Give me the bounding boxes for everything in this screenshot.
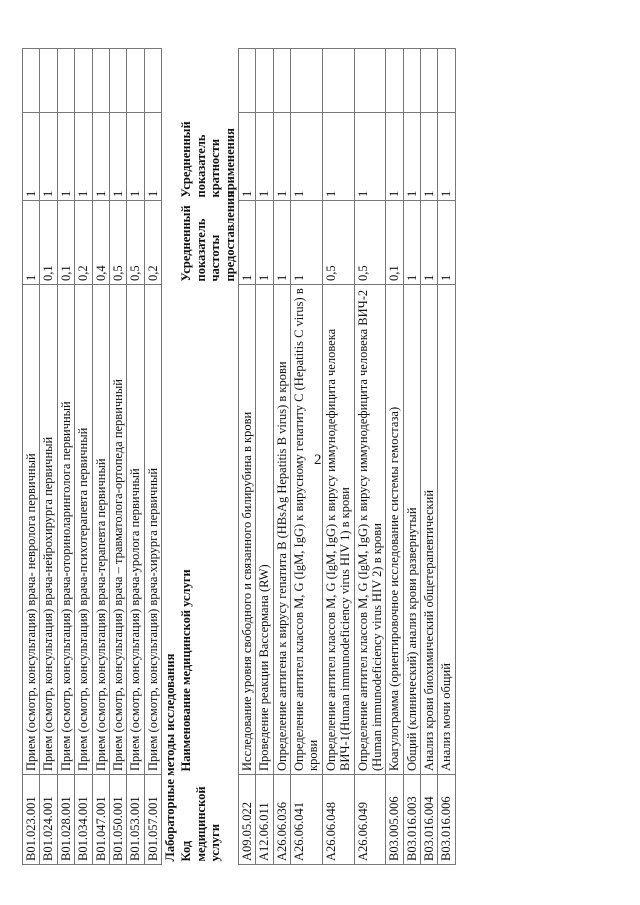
table-row <box>273 49 290 865</box>
header-mult: Усредненный показатель кратности применения <box>179 121 237 198</box>
table-row <box>127 49 144 865</box>
frequency-value: 0,1 <box>57 201 74 285</box>
service-code: B03.005.006 <box>386 775 403 865</box>
consultations-table <box>23 49 162 865</box>
table-row <box>23 49 40 865</box>
table-row <box>92 49 109 865</box>
table-row <box>40 49 57 865</box>
service-code: B03.016.004 <box>421 775 438 865</box>
rotated-page <box>22 25 622 865</box>
table-row <box>75 49 92 865</box>
service-code: B01.024.001 <box>40 775 57 865</box>
service-name: Определение антигена к вирусу гепатита B (HBsAg Hepatitis B virus) в крови <box>273 285 290 775</box>
service-code: B03.016.003 <box>403 775 420 865</box>
service-name: Прием (осмотр, консультация) врача- невролога первичный <box>23 285 40 775</box>
frequency-value: 0,5 <box>354 201 386 285</box>
frequency-value: 0,5 <box>127 201 144 285</box>
lab-table <box>238 49 455 865</box>
service-code: B01.053.001 <box>127 775 144 865</box>
table-row <box>291 49 323 865</box>
table-row <box>438 49 455 865</box>
frequency-value: 0,1 <box>40 201 57 285</box>
frequency-value: 1 <box>23 201 40 285</box>
service-code: B01.050.001 <box>109 775 126 865</box>
service-code: A26.06.041 <box>291 775 323 865</box>
service-name: Анализ мочи общий <box>438 285 455 775</box>
header-row <box>178 49 238 865</box>
service-name: Прием (осмотр, консультация) врача-уролога первичный <box>127 285 144 775</box>
frequency-value: 0,2 <box>144 201 161 285</box>
table-row <box>238 49 255 865</box>
table-row <box>403 49 420 865</box>
service-code: A26.06.036 <box>273 775 290 865</box>
frequency-value: 0,5 <box>109 201 126 285</box>
frequency-value: 0,4 <box>92 201 109 285</box>
multiplicity-value: 1 <box>127 113 144 201</box>
multiplicity-value: 1 <box>75 113 92 201</box>
table-row <box>144 49 161 865</box>
frequency-value: 1 <box>403 201 420 285</box>
frequency-value: 1 <box>438 201 455 285</box>
header-code: Код медицинской услуги <box>179 786 223 862</box>
frequency-value: 1 <box>256 201 273 285</box>
service-code: B01.057.001 <box>144 775 161 865</box>
service-name: Прием (осмотр, консультация) врача-хирурга первичный <box>144 285 161 775</box>
section-title: Лабораторные методы исследования <box>163 653 177 862</box>
service-code: B01.034.001 <box>75 775 92 865</box>
table-row <box>57 49 74 865</box>
table-row <box>256 49 273 865</box>
frequency-value: 1 <box>238 201 255 285</box>
multiplicity-value: 1 <box>23 113 40 201</box>
service-code: B01.023.001 <box>23 775 40 865</box>
frequency-value: 1 <box>291 201 323 285</box>
service-name: Определение антител классов M, G (IgM, IgG) к вирусному гепатиту C (Hepatitis C virus) в крови <box>291 285 323 775</box>
service-code: A26.06.048 <box>322 775 354 865</box>
multiplicity-value: 1 <box>92 113 109 201</box>
multiplicity-value: 1 <box>57 113 74 201</box>
service-code: A12.06.011 <box>256 775 273 865</box>
multiplicity-value: 1 <box>40 113 57 201</box>
service-name: Прием (осмотр, консультация) врача-психотерапевта первичный <box>75 285 92 775</box>
service-name: Прием (осмотр, консультация) врача-оториноларинголога первичный <box>57 285 74 775</box>
frequency-value: 0,5 <box>322 201 354 285</box>
multiplicity-value: 1 <box>386 113 403 201</box>
table-row <box>421 49 438 865</box>
multiplicity-value: 1 <box>109 113 126 201</box>
service-name: Определение антител классов M, G (IgM, IgG) к вирусу иммунодефицита человека ВИЧ-2 (Human immunodeficiency virus HIV 2) в крови <box>354 285 386 775</box>
service-name: Определение антител классов M, G (IgM, IgG) к вирусу иммунодефицита человека ВИЧ-1(Human immunodeficiency virus HIV 1) в крови <box>322 285 354 775</box>
service-name: Коагулограмма (ориентировочное исследование системы гемостаза) <box>386 285 403 775</box>
service-name: Проведение реакции Вассермана (RW) <box>256 285 273 775</box>
table-row <box>386 49 403 865</box>
service-code: A26.06.049 <box>354 775 386 865</box>
service-name: Прием (осмотр, консультация) врача-нейрохирурга первичный <box>40 285 57 775</box>
multiplicity-value: 1 <box>273 113 290 201</box>
service-code: B01.047.001 <box>92 775 109 865</box>
service-name: Прием (осмотр, консультация) врача-терапевта первичный <box>92 285 109 775</box>
service-name: Анализ крови биохимический общетерапевтический <box>421 285 438 775</box>
services-table <box>22 48 456 865</box>
service-code: A09.05.022 <box>238 775 255 865</box>
frequency-value: 1 <box>421 201 438 285</box>
multiplicity-value: 1 <box>354 113 386 201</box>
multiplicity-value: 1 <box>256 113 273 201</box>
multiplicity-value: 1 <box>438 113 455 201</box>
header-freq: Усредненный показатель частоты предоставления <box>179 190 237 282</box>
frequency-value: 1 <box>273 201 290 285</box>
service-name: Прием (осмотр, консультация) врача – травматолога-ортопеда первичный <box>109 285 126 775</box>
frequency-value: 0,1 <box>386 201 403 285</box>
multiplicity-value: 1 <box>144 113 161 201</box>
service-code: B01.028.001 <box>57 775 74 865</box>
multiplicity-value: 1 <box>322 113 354 201</box>
multiplicity-value: 1 <box>421 113 438 201</box>
service-name: Исследование уровня свободного и связанного билирубина в крови <box>238 285 255 775</box>
service-name: Общий (клинический) анализ крови развернутый <box>403 285 420 775</box>
section-row <box>162 49 179 865</box>
multiplicity-value: 1 <box>238 113 255 201</box>
service-code: B03.016.006 <box>438 775 455 865</box>
table-row <box>354 49 386 865</box>
header-name: Наименование медицинской услуги <box>179 569 194 772</box>
multiplicity-value: 1 <box>403 113 420 201</box>
frequency-value: 0,2 <box>75 201 92 285</box>
multiplicity-value: 1 <box>291 113 323 201</box>
table-row <box>109 49 126 865</box>
table-row <box>322 49 354 865</box>
page-number: 2 <box>314 452 322 468</box>
